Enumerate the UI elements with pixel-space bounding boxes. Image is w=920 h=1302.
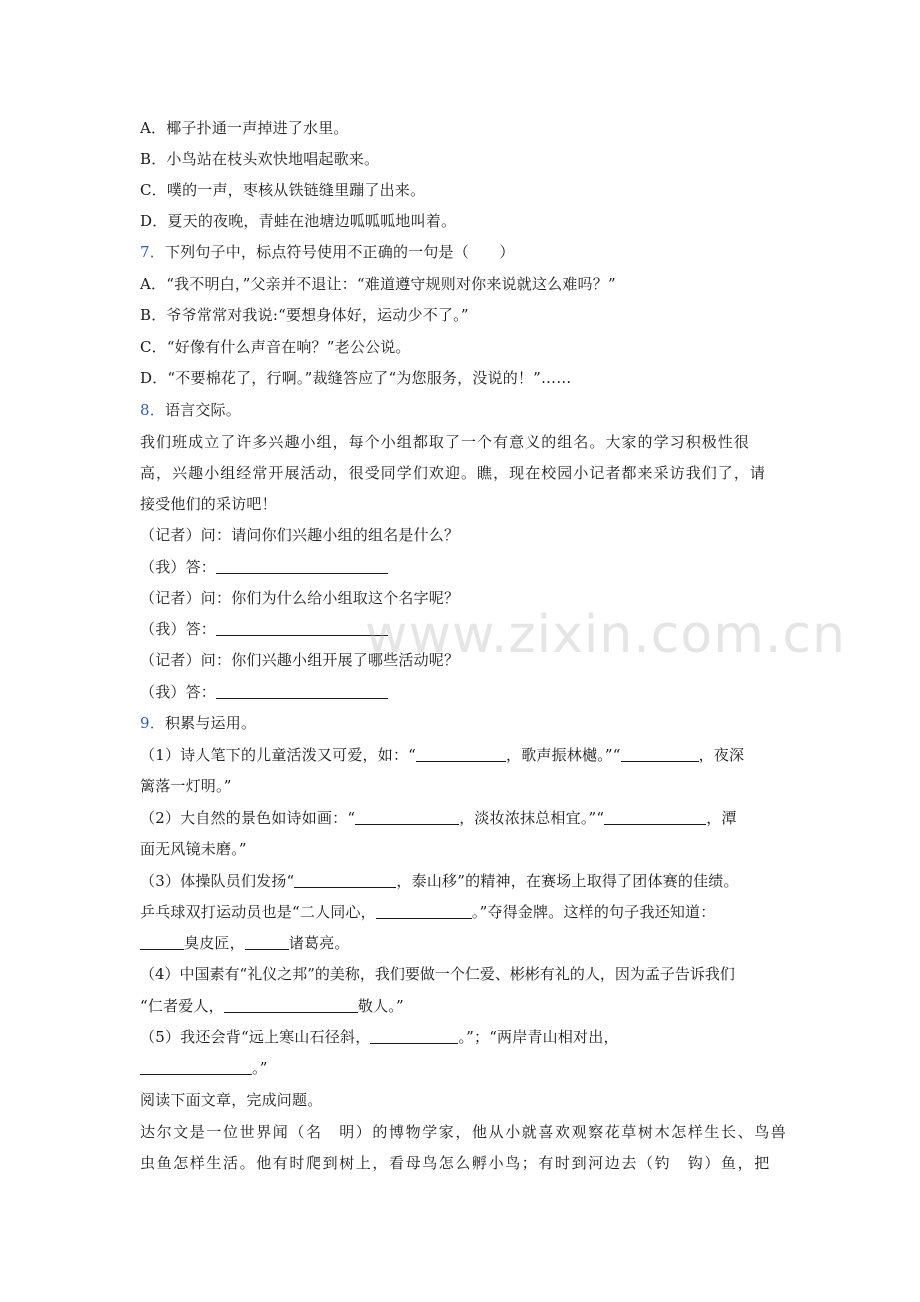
q9-s5-text-b: 。”；“两岸青山相对出， xyxy=(458,1028,619,1046)
q9-s5-line2 xyxy=(140,1058,790,1078)
reading-instruction: 阅读下面文章，完成问题。 xyxy=(140,1091,323,1109)
q9-s3-text-d: 。”夺得金牌。这样的句子我还知道： xyxy=(471,903,716,921)
q9-s2-line1 xyxy=(140,808,790,828)
q7-number: 7． xyxy=(140,243,165,261)
q7-option-b: B．爷爷常常对我说:“要想身体好，运动少不了。” xyxy=(140,306,469,324)
q8-question-3: （记者）问：你们兴趣小组开展了哪些活动呢？ xyxy=(140,651,460,669)
q9-s5-text-a: （5）我还会背“远上寒山石径斜， xyxy=(140,1028,371,1046)
q9-s4-line1: （4）中国素有“礼仪之邦”的美称，我们要做一个仁爱、彬彬有礼的人，因为孟子告诉我们 xyxy=(140,965,735,983)
answer-blank[interactable] xyxy=(370,1028,458,1044)
q9-number: 9． xyxy=(140,714,165,732)
q9-s1-line2: 篱落一灯明。” xyxy=(140,777,232,795)
answer-blank[interactable] xyxy=(216,558,388,574)
q6-option-a: A．椰子扑通一声掉进了水里。 xyxy=(140,119,349,137)
answer-blank[interactable] xyxy=(604,809,706,825)
q9-s4-line2 xyxy=(140,996,790,1016)
answer-blank[interactable] xyxy=(355,809,459,825)
q9-s2-line2: 面无风镜未磨。” xyxy=(140,840,247,858)
q8-answer-3-label: （我）答： xyxy=(140,683,217,701)
q9-s3-text-f: 诸葛亮。 xyxy=(288,934,350,952)
q9-s3-text-c: 乒乓球双打运动员也是“二人同心， xyxy=(140,903,376,921)
q8-answer-2 xyxy=(140,619,790,639)
reading-passage-line-2: 虫鱼怎样生活。他有时爬到树上，看母鸟怎么孵小鸟；有时到河边去（钓 钩）鱼，把 xyxy=(140,1154,771,1172)
answer-blank[interactable] xyxy=(416,746,506,762)
q9-s1-line1 xyxy=(140,745,790,765)
q9-s3-line3 xyxy=(140,933,790,953)
q7-stem: 下列句子中，标点符号使用不正确的一句是（ ） xyxy=(164,243,515,261)
q9-s2-text-b: ，淡妆浓抹总相宜。”“ xyxy=(459,809,605,827)
q9-s1-text-b: ，歌声振林樾。”“ xyxy=(506,746,621,764)
q9-s2-text-a: （2）大自然的景色如诗如画：“ xyxy=(140,809,356,827)
q8-answer-2-label: （我）答： xyxy=(140,620,217,638)
answer-blank[interactable] xyxy=(376,903,472,919)
q6-option-c: C．噗的一声，枣核从铁链缝里蹦了出来。 xyxy=(140,181,426,199)
q8-question-2: （记者）问：你们为什么给小组取这个名字呢？ xyxy=(140,589,460,607)
q8-number: 8． xyxy=(140,401,165,419)
q6-option-d: D．夏天的夜晚，青蛙在池塘边呱呱呱地叫着。 xyxy=(140,212,457,230)
answer-blank[interactable] xyxy=(140,1059,252,1075)
watermark: www.zixin.com.cn xyxy=(365,605,846,665)
q7-option-a: A．“我不明白，”父亲并不退让：“难道遵守规则对你来说就这么难吗？” xyxy=(140,275,616,293)
q7-option-d: D．“不要棉花了，行啊。”裁缝答应了“为您服务，没说的！”…… xyxy=(140,369,572,387)
answer-blank[interactable] xyxy=(216,683,388,699)
q9-s1-text-c: ，夜深 xyxy=(698,746,745,764)
answer-blank[interactable] xyxy=(621,746,699,762)
q8-answer-3 xyxy=(140,682,790,702)
answer-blank[interactable] xyxy=(224,997,358,1013)
q8-intro-3: 接受他们的采访吧！ xyxy=(140,495,277,513)
q9-s3-line1 xyxy=(140,871,790,891)
q8-question-1: （记者）问：请问你们兴趣小组的组名是什么？ xyxy=(140,526,460,544)
q9-s3-text-e: 臭皮匠， xyxy=(184,934,245,952)
q9-s5-text-c: 。” xyxy=(252,1059,268,1077)
q8-intro-1: 我们班成立了许多兴趣小组，每个小组都取了一个有意义的组名。大家的学习积极性很 xyxy=(140,433,750,451)
q9-title-line xyxy=(140,713,790,733)
q7-stem-line xyxy=(140,242,790,262)
q9-title: 积累与运用。 xyxy=(164,714,257,732)
q8-answer-1 xyxy=(140,557,790,577)
q9-s5-line1 xyxy=(140,1027,790,1047)
answer-blank[interactable] xyxy=(140,934,184,950)
q6-option-b: B．小鸟站在枝头欢快地唱起歌来。 xyxy=(140,150,380,168)
q9-s1-text-a: （1）诗人笔下的儿童活泼又可爱，如：“ xyxy=(140,746,417,764)
q9-s4-text-b: “仁者爱人， xyxy=(140,997,224,1015)
q9-s3-text-a: （3）体操队员们发扬“ xyxy=(140,872,295,890)
q9-s4-text-c: 敬人。” xyxy=(357,997,404,1015)
q8-title: 语言交际。 xyxy=(164,401,241,419)
q9-s3-text-b: ，泰山移”的精神，在赛场上取得了团体赛的佳绩。 xyxy=(396,872,739,890)
q8-title-line xyxy=(140,400,790,420)
q7-option-c: C．“好像有什么声音在响？”老公公说。 xyxy=(140,338,411,356)
answer-blank[interactable] xyxy=(245,934,289,950)
answer-blank[interactable] xyxy=(216,620,388,636)
q8-answer-1-label: （我）答： xyxy=(140,558,217,576)
q9-s2-text-c: ，潭 xyxy=(706,809,737,827)
q8-intro-2: 高，兴趣小组经常开展活动，很受同学们欢迎。瞧，现在校园小记者都来采访我们了，请 xyxy=(140,464,766,482)
q9-s3-line2 xyxy=(140,902,790,922)
answer-blank[interactable] xyxy=(294,872,396,888)
reading-passage-line-1: 达尔文是一位世界闻（名 明）的博物学家，他从小就喜欢观察花草树木怎样生长、鸟兽 xyxy=(140,1123,788,1141)
